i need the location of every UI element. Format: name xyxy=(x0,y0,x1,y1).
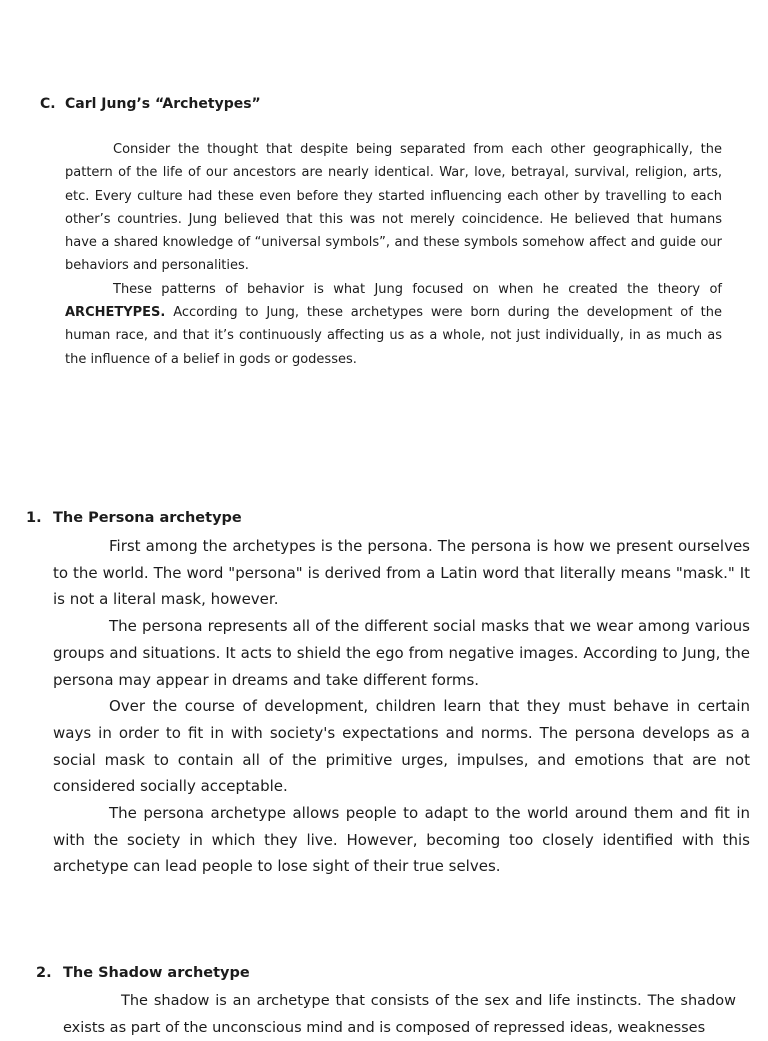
shadow-body xyxy=(63,988,736,1041)
paragraph: The shadow is an archetype that consists of the sex and life instincts. The shadow exists as part of the unconscious mind and is composed of repressed ideas, weaknesses xyxy=(63,993,736,1036)
persona-section xyxy=(26,507,750,880)
persona-body xyxy=(53,533,750,880)
paragraph: The persona archetype allows people to adapt to the world around them and fit in with the society in which they live. However, becoming too closely identified with this archetype can lead people to lose sight of their true selves. xyxy=(53,804,750,876)
keyword-archetypes: ARCHETYPES. xyxy=(65,305,166,321)
paragraph-text: These patterns of behavior is what Jung focused on when he created the theory of xyxy=(113,281,722,297)
shadow-title: The Shadow archetype xyxy=(63,965,250,981)
section-letter: C. xyxy=(40,96,56,112)
shadow-section xyxy=(36,962,736,1041)
paragraph xyxy=(65,278,722,371)
paragraph-text: According to Jung, these archetypes were born during the development of the human race, and that it’s continuously affecting us as a whole, not just individually, in as much as the influence of a belief in gods or godesses. xyxy=(65,305,722,367)
section-carl-jung-archetypes xyxy=(40,94,722,371)
item-number: 1. xyxy=(26,510,42,526)
item-number: 2. xyxy=(36,965,52,981)
section-body xyxy=(65,138,722,371)
paragraph: Consider the thought that despite being separated from each other geographically, the pattern of the life of our ancestors are nearly identical. War, love, betrayal, survival, religion, arts, etc. Every culture had these even before they started influencing each other by travelling to each other’s countries. Jung believed that this was not merely coincidence. He believed that humans have a shared knowledge of “universal symbols”, and these symbols somehow affect and guide our behaviors and personalities. xyxy=(65,142,722,274)
persona-heading xyxy=(26,507,750,529)
section-heading xyxy=(40,94,722,114)
paragraph: Over the course of development, children learn that they must behave in certain ways in order to fit in with society's expectations and norms. The persona develops as a social mask to contain all of the primitive urges, impulses, and emotions that are not considered socially acceptable. xyxy=(53,697,750,796)
section-title: Carl Jung’s “Archetypes” xyxy=(65,96,261,112)
persona-title: The Persona archetype xyxy=(53,510,242,526)
paragraph: First among the archetypes is the persona. The persona is how we present ourselves to the world. The word "persona" is derived from a Latin word that literally means "mask." It is not a literal mask, however. xyxy=(53,537,750,609)
shadow-heading xyxy=(36,962,736,984)
paragraph: The persona represents all of the different social masks that we wear among various groups and situations. It acts to shield the ego from negative images. According to Jung, the persona may appear in dreams and take different forms. xyxy=(53,617,750,689)
